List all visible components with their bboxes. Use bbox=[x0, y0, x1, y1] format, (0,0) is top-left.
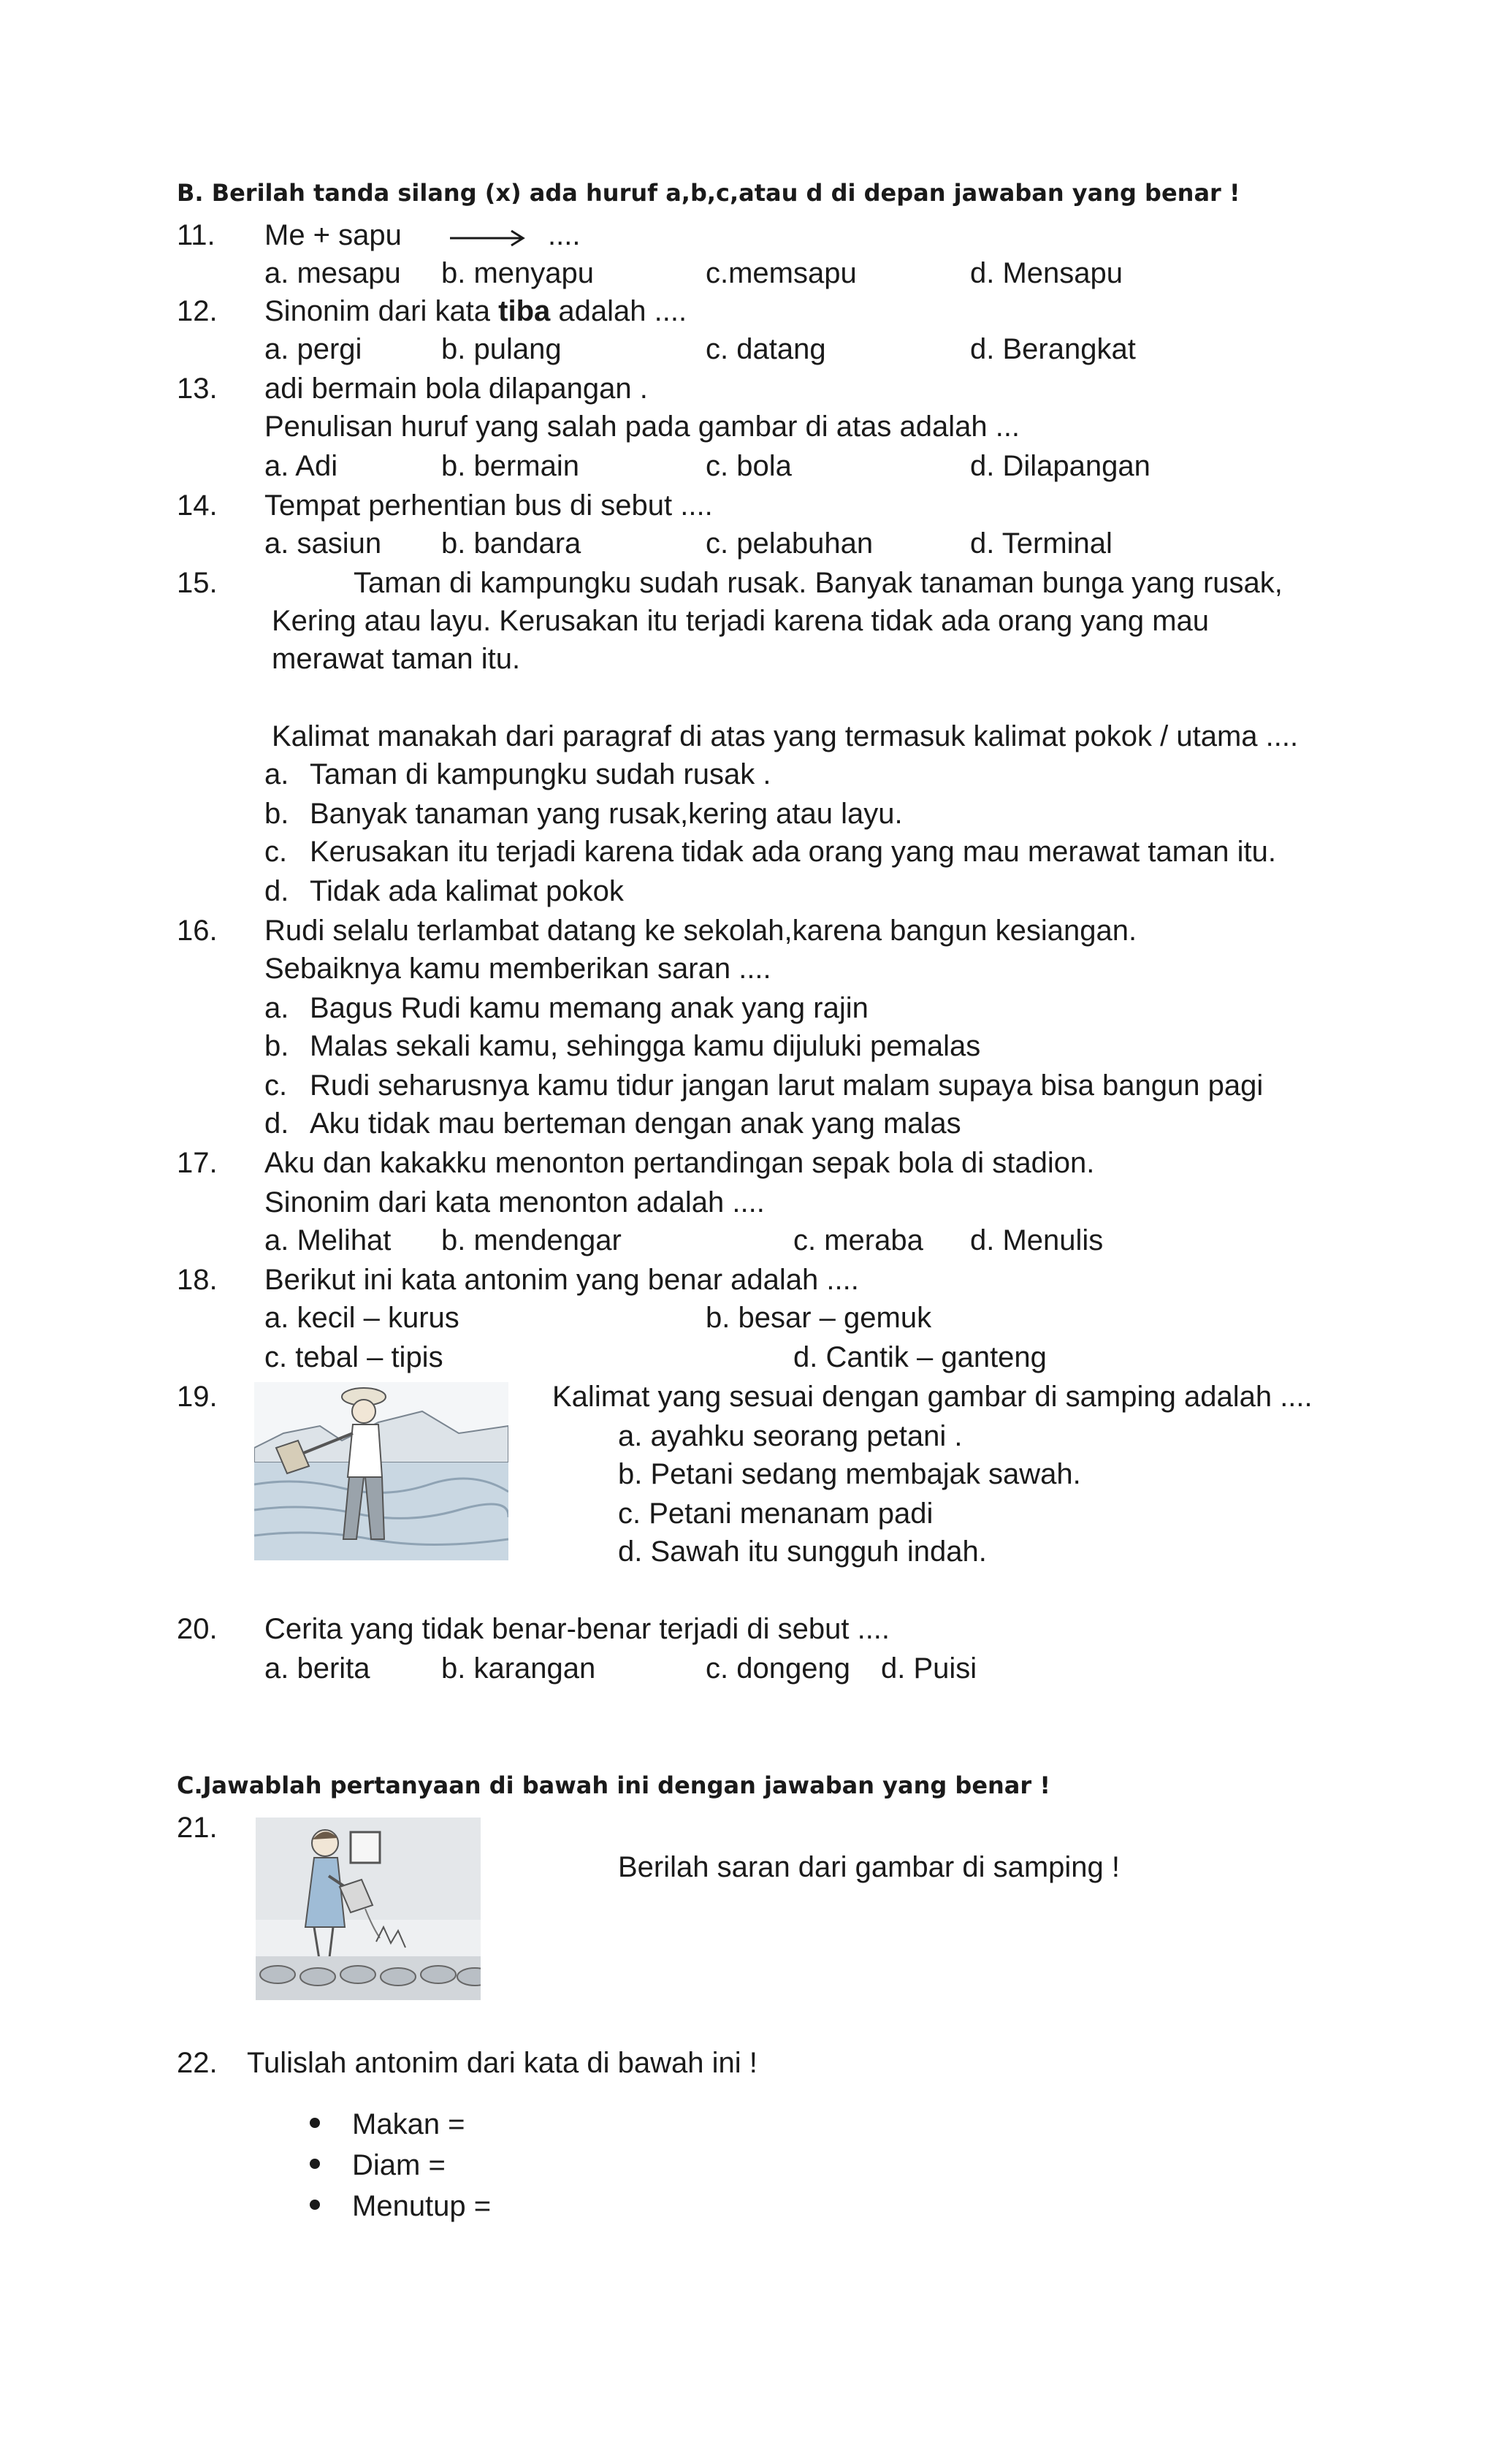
question-21-number: 21. bbox=[177, 1812, 218, 1844]
q19-option-a: a. ayahku seorang petani . bbox=[618, 1420, 963, 1452]
q17-option-c: c. meraba bbox=[793, 1224, 923, 1256]
question-14-text: Tempat perhentian bus di sebut .... bbox=[264, 489, 713, 522]
q22-item-3: Menutup = bbox=[352, 2190, 492, 2222]
q14-option-d: d. Terminal bbox=[970, 527, 1113, 560]
q22-item-2: Diam = bbox=[352, 2149, 446, 2181]
q18-option-d: d. Cantik – ganteng bbox=[793, 1341, 1047, 1373]
question-16-line1: Rudi selalu terlambat datang ke sekolah,karena bangun kesiangan. bbox=[264, 915, 1137, 947]
question-15-number: 15. bbox=[177, 567, 218, 599]
question-16-line2: Sebaiknya kamu memberikan saran .... bbox=[264, 953, 771, 985]
question-22-number: 22. bbox=[177, 2047, 218, 2079]
q17-option-d: d. Menulis bbox=[970, 1224, 1104, 1256]
question-11-number: 11. bbox=[177, 219, 215, 251]
question-18-text: Berikut ini kata antonim yang benar adalah .... bbox=[264, 1264, 859, 1296]
list-item bbox=[310, 2189, 491, 2224]
question-19-number: 19. bbox=[177, 1381, 218, 1413]
q20-option-c: c. dongeng bbox=[706, 1652, 850, 1685]
q16-option-a-letter: a. bbox=[264, 992, 289, 1024]
q15-option-b: Banyak tanaman yang rusak,kering atau layu. bbox=[310, 798, 903, 830]
question-20-number: 20. bbox=[177, 1613, 218, 1645]
question-18-number: 18. bbox=[177, 1264, 218, 1296]
question-13-number: 13. bbox=[177, 373, 218, 405]
question-19-text: Kalimat yang sesuai dengan gambar di samping adalah .... bbox=[552, 1381, 1313, 1413]
question-11-text: Me + sapu bbox=[264, 219, 402, 251]
question-15-para-line3: merawat taman itu. bbox=[272, 643, 521, 675]
q18-option-a: a. kecil – kurus bbox=[264, 1302, 459, 1334]
q12-option-c: c. datang bbox=[706, 333, 826, 365]
question-13-line2: Penulisan huruf yang salah pada gambar di atas adalah ... bbox=[264, 411, 1020, 443]
question-20-text: Cerita yang tidak benar-benar terjadi di sebut .... bbox=[264, 1613, 890, 1645]
section-c-header: C.Jawablah pertanyaan di bawah ini dengan jawaban yang benar ! bbox=[177, 1771, 1050, 1799]
bullet-icon bbox=[310, 2159, 320, 2169]
q15-option-c: Kerusakan itu terjadi karena tidak ada orang yang mau merawat taman itu. bbox=[310, 836, 1276, 868]
q12-text-bold: tiba bbox=[498, 295, 551, 327]
bullet-icon bbox=[310, 2200, 320, 2210]
q17-option-b: b. mendengar bbox=[441, 1224, 622, 1256]
q11-option-c: c.memsapu bbox=[706, 257, 857, 289]
q14-option-c: c. pelabuhan bbox=[706, 527, 874, 560]
question-15-question: Kalimat manakah dari paragraf di atas yang termasuk kalimat pokok / utama .... bbox=[272, 720, 1299, 752]
q11-option-a: a. mesapu bbox=[264, 257, 401, 289]
q13-option-b: b. bermain bbox=[441, 450, 579, 482]
q13-option-c: c. bola bbox=[706, 450, 792, 482]
list-item bbox=[310, 2107, 465, 2142]
question-14-number: 14. bbox=[177, 489, 218, 522]
q15-option-d-letter: d. bbox=[264, 875, 289, 907]
q18-option-c: c. tebal – tipis bbox=[264, 1341, 443, 1373]
question-22-text: Tulislah antonim dari kata di bawah ini ! bbox=[247, 2047, 757, 2079]
q12-option-b: b. pulang bbox=[441, 333, 562, 365]
question-17-number: 17. bbox=[177, 1147, 218, 1179]
q14-option-b: b. bandara bbox=[441, 527, 581, 560]
q12-option-d: d. Berangkat bbox=[970, 333, 1136, 365]
q20-option-b: b. karangan bbox=[441, 1652, 596, 1685]
section-b-header: B. Berilah tanda silang (x) ada huruf a,b,c,atau d di depan jawaban yang benar ! bbox=[177, 179, 1240, 207]
q16-option-d-letter: d. bbox=[264, 1107, 289, 1140]
q15-option-b-letter: b. bbox=[264, 798, 289, 830]
q16-option-b: Malas sekali kamu, sehingga kamu dijuluki pemalas bbox=[310, 1030, 981, 1062]
q15-option-d: Tidak ada kalimat pokok bbox=[310, 875, 624, 907]
q22-item-1: Makan = bbox=[352, 2108, 465, 2140]
q12-option-a: a. pergi bbox=[264, 333, 362, 365]
question-13-line1: adi bermain bola dilapangan . bbox=[264, 373, 648, 405]
bullet-icon bbox=[310, 2118, 320, 2128]
girl-watering-illustration bbox=[256, 1818, 481, 2000]
q15-option-a: Taman di kampungku sudah rusak . bbox=[310, 758, 771, 790]
q13-option-d: d. Dilapangan bbox=[970, 450, 1150, 482]
question-11-dots: .... bbox=[548, 219, 581, 251]
q16-option-b-letter: b. bbox=[264, 1030, 289, 1062]
question-21-text: Berilah saran dari gambar di samping ! bbox=[618, 1851, 1121, 1883]
right-arrow-icon bbox=[449, 228, 529, 248]
q14-option-a: a. sasiun bbox=[264, 527, 382, 560]
q12-text-pre: Sinonim dari kata bbox=[264, 295, 499, 327]
q19-option-c: c. Petani menanam padi bbox=[618, 1498, 934, 1530]
q15-option-a-letter: a. bbox=[264, 758, 289, 790]
q11-option-d: d. Mensapu bbox=[970, 257, 1123, 289]
q11-option-b: b. menyapu bbox=[441, 257, 595, 289]
q16-option-a: Bagus Rudi kamu memang anak yang rajin bbox=[310, 992, 869, 1024]
question-17-line2: Sinonim dari kata menonton adalah .... bbox=[264, 1186, 765, 1218]
q16-option-c: Rudi seharusnya kamu tidur jangan larut malam supaya bisa bangun pagi bbox=[310, 1069, 1264, 1102]
q16-option-d: Aku tidak mau berteman dengan anak yang malas bbox=[310, 1107, 961, 1140]
q18-option-b: b. besar – gemuk bbox=[706, 1302, 932, 1334]
question-15-para-line2: Kering atau layu. Kerusakan itu terjadi karena tidak ada orang yang mau bbox=[272, 605, 1210, 637]
farmer-illustration bbox=[254, 1382, 508, 1560]
question-12-number: 12. bbox=[177, 295, 218, 327]
q12-text-post: adalah .... bbox=[550, 295, 687, 327]
q15-option-c-letter: c. bbox=[264, 836, 288, 868]
q20-option-a: a. berita bbox=[264, 1652, 370, 1685]
question-16-number: 16. bbox=[177, 915, 218, 947]
q17-option-a: a. Melihat bbox=[264, 1224, 392, 1256]
question-17-line1: Aku dan kakakku menonton pertandingan sepak bola di stadion. bbox=[264, 1147, 1095, 1179]
q19-option-b: b. Petani sedang membajak sawah. bbox=[618, 1458, 1081, 1490]
q20-option-d: d. Puisi bbox=[881, 1652, 977, 1685]
q19-option-d: d. Sawah itu sungguh indah. bbox=[618, 1536, 987, 1568]
question-15-para-line1: Taman di kampungku sudah rusak. Banyak tanaman bunga yang rusak, bbox=[354, 567, 1283, 599]
q13-option-a: a. Adi bbox=[264, 450, 338, 482]
list-item bbox=[310, 2148, 446, 2183]
question-12-text bbox=[264, 294, 687, 329]
q16-option-c-letter: c. bbox=[264, 1069, 288, 1102]
